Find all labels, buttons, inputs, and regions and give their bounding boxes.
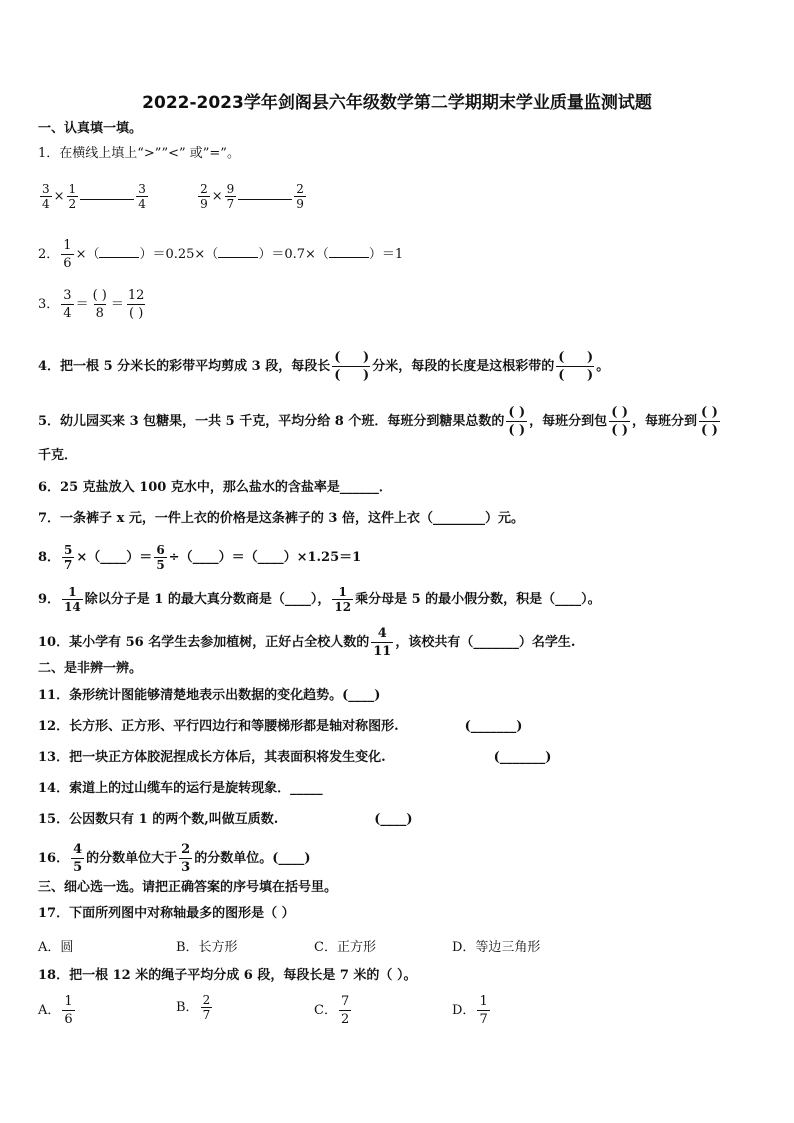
question-15: 15．公因数只有 1 的两个数,叫做互质数. (____) xyxy=(38,812,413,827)
option-c[interactable]: C． $\frac{7}{2}$ xyxy=(314,994,350,1027)
option-b[interactable]: B．长方形 xyxy=(176,940,238,955)
question-11: 11．条形统计图能够清楚地表示出数据的变化趋势。(____) xyxy=(38,688,381,703)
question-5-cont: 千克． xyxy=(38,448,78,463)
option-b[interactable]: B． $\frac{2}{7}$ xyxy=(176,993,211,1022)
option-d[interactable]: D． $\frac{1}{7}$ xyxy=(452,994,488,1027)
question-1: 1．在横线上填上“>””<” 或”=”。 xyxy=(38,146,240,161)
question-13: 13．把一块正方体胶泥捏成长方体后，其表面积将发生变化. (_______) xyxy=(38,750,552,765)
answer-blank[interactable] xyxy=(99,245,139,258)
answer-blank[interactable] xyxy=(238,187,292,200)
answer-blank[interactable] xyxy=(329,245,369,258)
question-10: 10．某小学有 56 名学生去参加植树，正好占全校人数的 $\frac{4}{11}$ ，该校共有（_______）名学生. xyxy=(38,626,576,659)
page-title: 2022-2023学年剑阁县六年级数学第二学期期末学业质量监测试题 xyxy=(142,93,652,113)
answer-fraction-blank[interactable]: $\frac{( )}{( )}$ xyxy=(611,405,629,438)
question-3: 3． $\frac{3}{4}$ ＝ $\frac{( )}{8}$ ＝ $\frac{12}{( )}$ xyxy=(38,288,145,321)
question-6: 6．25 克盐放入 100 克水中，那么盐水的含盐率是______． xyxy=(38,480,392,495)
option-c[interactable]: C．正方形 xyxy=(314,940,376,955)
question-7: 7．一条裤子 x 元，一件上衣的价格是这条裤子的 3 倍，这件上衣（________）元。 xyxy=(38,511,524,526)
section-1-heading: 一、认真填一填。 xyxy=(38,121,143,136)
question-12: 12．长方形、正方形、平行四边行和等腰梯形都是轴对称图形. (_______) xyxy=(38,719,523,734)
question-2: 2． $\frac{1}{6}$ ×（ ）＝0.25×（ ）＝0.7×（ ）＝1 xyxy=(38,238,404,271)
fraction: $\frac{3}{4}$ xyxy=(42,182,50,211)
answer-blank[interactable] xyxy=(80,187,134,200)
answer-blank[interactable] xyxy=(218,245,258,258)
answer-fraction-blank[interactable]: $\frac{( )}{( )}$ xyxy=(508,405,526,438)
section-3-heading: 三、细心选一选。请把正确答案的序号填在括号里。 xyxy=(38,880,338,895)
answer-fraction-blank[interactable]: $\frac{( )}{( )}$ xyxy=(334,350,370,383)
section-2-heading: 二、是非辨一辨。 xyxy=(38,661,143,676)
option-a[interactable]: A． $\frac{1}{6}$ xyxy=(38,994,73,1027)
question-8: 8． $\frac{5}{7}$ ×（____）＝ $\frac{6}{5}$ ÷（____）＝（____）×1.25＝1 xyxy=(38,543,362,572)
option-a[interactable]: A．圆 xyxy=(38,940,74,955)
question-9: 9． $\frac{1}{14}$ 除以分子是 1 的最大真分数商是（____）， $\frac{1}{12}$ 乘分母是 5 的最小假分数，积是（____）。 xyxy=(38,585,601,614)
question-5: 5．幼儿园买来 3 包糖果，一共 5 千克，平均分给 8 个班．每班分到糖果总数的 $\frac{( )}{( )}$ ，每班分到包 $\frac{( )}{( )}$ ，每班分到 $\frac{( )}{( )}$ xyxy=(38,405,718,438)
question-14: 14．索道上的过山缆车的运行是旋转现象．_____ xyxy=(38,781,323,796)
option-d[interactable]: D．等边三角形 xyxy=(452,940,541,955)
answer-fraction-blank[interactable]: $\frac{( )}{( )}$ xyxy=(701,405,718,438)
question-16: 16． $\frac{4}{5}$ 的分数单位大于 $\frac{2}{3}$ 的分数单位。(____) xyxy=(38,842,311,875)
question-1-comparisons: $\frac{3}{4}$ × $\frac{1}{2}$ $\frac{3}{4}$ $\frac{2}{9}$ × $\frac{9}{7}$ $\frac{2}{9}$ xyxy=(42,182,304,211)
question-18: 18．把一根 12 米的绳子平均分成 6 段，每段长是 7 米的（ ）。 xyxy=(38,968,417,983)
question-17: 17．下面所列图中对称轴最多的图形是（ ） xyxy=(38,906,295,921)
answer-fraction-blank[interactable]: $\frac{( )}{( )}$ xyxy=(558,350,594,383)
question-4: 4．把一根 5 分米长的彩带平均剪成 3 段，每段长 $\frac{( )}{( )}$ 分米，每段的长度是这根彩带的 $\frac{( )}{( )}$ 。 xyxy=(38,350,610,383)
